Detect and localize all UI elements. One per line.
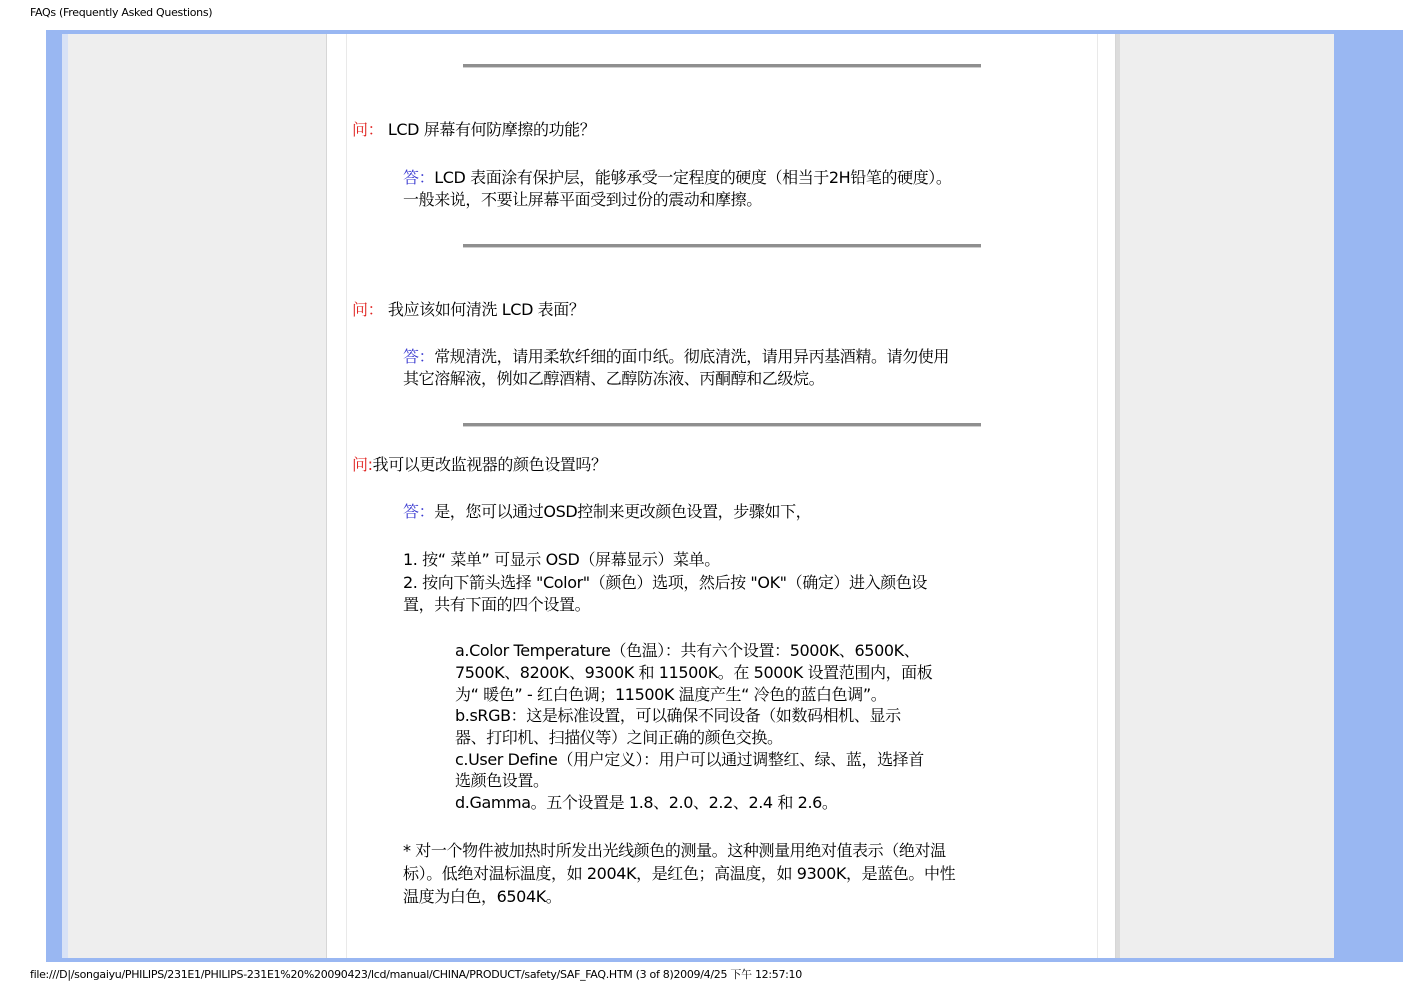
faq-question xyxy=(352,454,607,476)
setting-line: 7500K、8200K、9300K 和 11500K。在 5000K 设置范围内，面板 xyxy=(455,663,933,682)
answer-text: 是，您可以通过OSD控制来更改颜色设置，步骤如下， xyxy=(434,502,812,521)
setting-line: a.Color Temperature（色温）：共有六个设置：5000K、6500K、 xyxy=(455,641,920,660)
faq-question xyxy=(352,299,584,321)
question-prefix: 问: xyxy=(352,455,373,474)
question-text: 我可以更改监视器的颜色设置吗？ xyxy=(372,455,607,474)
question-prefix: 问： xyxy=(352,120,384,139)
footnote-line: 标）。低绝对温标温度，如 2004K，是红色；高温度，如 9300K，是蓝色。中性 xyxy=(403,864,956,883)
setting-line: b.sRGB：这是标准设置，可以确保不同设备（如数码相机、显示 xyxy=(455,706,901,725)
step-item: 2. 按向下箭头选择 "Color"（颜色）选项，然后按 "OK"（确定）进入颜色设 xyxy=(403,573,928,592)
step-item: 1. 按“ 菜单” 可显示 OSD（屏幕显示）菜单。 xyxy=(403,550,720,569)
setting-line: d.Gamma。五个设置是 1.8、2.0、2.2、2.4 和 2.6。 xyxy=(455,793,838,812)
answer-prefix: 答： xyxy=(403,347,435,366)
faq-question xyxy=(352,119,595,141)
question-text: LCD 屏幕有何防摩擦的功能？ xyxy=(387,120,596,139)
footnote-line: 温度为白色，6504K。 xyxy=(403,887,562,906)
answer-prefix: 答： xyxy=(403,168,435,187)
setting-line: 器、打印机、扫描仪等）之间正确的颜色交换。 xyxy=(455,728,783,747)
faq-answer-line: 一般来说，不要让屏幕平面受到过份的震动和摩擦。 xyxy=(403,190,762,209)
footnote-line: * 对一个物件被加热时所发出光线颜色的测量。这种测量用绝对值表示（绝对温 xyxy=(403,841,946,860)
answer-prefix: 答： xyxy=(403,502,435,521)
step-item: 置，共有下面的四个设置。 xyxy=(403,595,591,614)
faq-answer-line: 其它溶解液，例如乙醇酒精、乙醇防冻液、丙酮醇和乙级烷。 xyxy=(403,369,825,388)
faq-answer-line xyxy=(403,346,949,368)
faq-answer-line xyxy=(403,167,952,189)
section-divider xyxy=(463,64,981,68)
question-text: 我应该如何清洗 LCD 表面？ xyxy=(387,300,585,319)
answer-text: LCD 表面涂有保护层，能够承受一定程度的硬度（相当于2H铅笔的硬度）。 xyxy=(434,168,952,187)
setting-line: c.User Define（用户定义）：用户可以通过调整红、绿、蓝，选择首 xyxy=(455,750,924,769)
section-divider xyxy=(463,244,981,248)
question-prefix: 问： xyxy=(352,300,384,319)
inner-border-right xyxy=(1097,34,1098,958)
page-header-title: FAQs (Frequently Asked Questions) xyxy=(30,6,213,19)
column-shadow xyxy=(1116,34,1120,958)
setting-line: 为“ 暖色” - 红白色调；11500K 温度产生“ 冷色的蓝白色调”。 xyxy=(455,685,887,704)
setting-line: 选颜色设置。 xyxy=(455,771,549,790)
section-divider xyxy=(463,423,981,427)
inner-border-left xyxy=(346,34,347,958)
answer-text: 常规清洗，请用柔软纤细的面巾纸。彻底清洗，请用异丙基酒精。请勿使用 xyxy=(434,347,950,366)
faq-answer-line xyxy=(403,501,811,523)
page-footer-path: file:///D|/songaiyu/PHILIPS/231E1/PHILIPS-231E1%20%20090423/lcd/manual/CHINA/PRODUCT/safety/SAF_FAQ.HTM (3 of 8)2009/4/25 下午 12:57:10 xyxy=(30,968,802,981)
